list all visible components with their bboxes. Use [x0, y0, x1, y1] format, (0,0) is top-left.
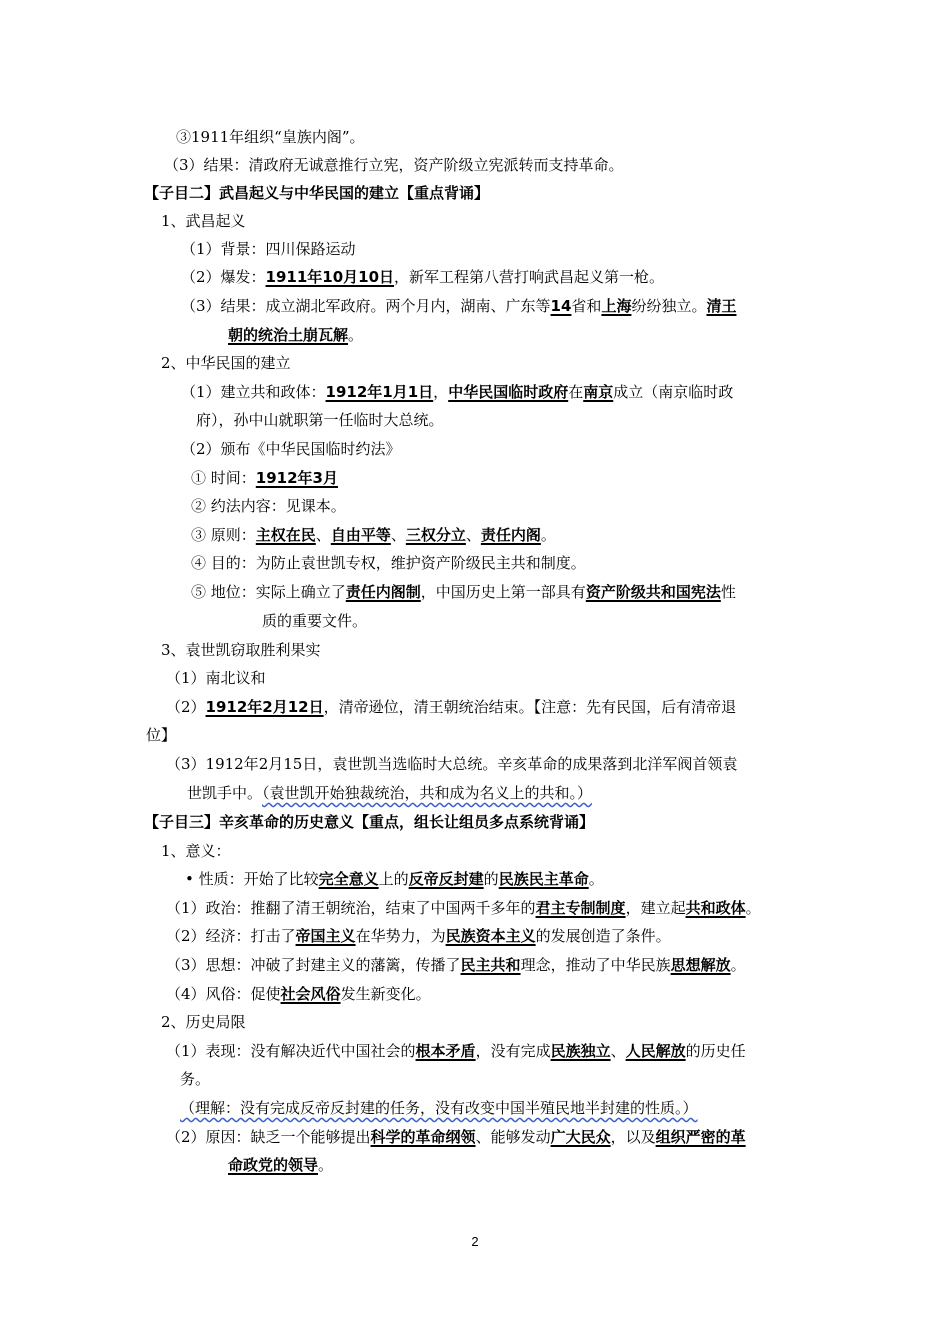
- text-run: 性: [720, 583, 736, 601]
- text-run: ④ 目的：为防止袁世凯专权，维护资产阶级民主共和制度。: [191, 554, 586, 572]
- text-run: （2）颁布《中华民国临时约法》: [181, 440, 401, 458]
- text-line: [166, 984, 431, 1004]
- text-run: （1）南北议和: [166, 669, 266, 687]
- text-run: （3）结果：清政府无诚意推行立宪，资产阶级立宪派转而支持革命。: [164, 156, 624, 174]
- text-run: 发生新变化。: [340, 985, 431, 1003]
- text-run: ③1911年组织“皇族内阁”。: [176, 128, 365, 146]
- text-run: 。: [540, 526, 556, 544]
- text-line: [228, 1155, 333, 1175]
- key-term: 资产阶级共和国宪法: [585, 583, 721, 601]
- text-line: [176, 127, 365, 147]
- text-run: 在: [568, 383, 584, 401]
- section-heading: [144, 812, 594, 832]
- text-line: [262, 611, 367, 631]
- text-run: 务。: [180, 1070, 211, 1088]
- key-term: 民族独立: [550, 1042, 611, 1060]
- key-term: 责任内阁: [480, 526, 541, 544]
- text-run: 、: [610, 1042, 626, 1060]
- key-term: 14: [550, 297, 572, 315]
- text-line: [161, 640, 321, 660]
- text-line: [166, 754, 737, 774]
- text-line: [181, 439, 401, 459]
- key-term: 根本矛盾: [415, 1042, 476, 1060]
- text-run: 省和: [571, 297, 602, 315]
- text-run: 位】: [146, 726, 177, 744]
- text-run: 2、历史局限: [161, 1013, 246, 1031]
- text-run: （2）经济：打击了: [166, 927, 296, 945]
- key-term: 人民解放: [625, 1042, 686, 1060]
- text-run: ，清帝逊位，清王朝统治结束。【注意：先有民国，后有清帝退: [323, 698, 737, 716]
- key-term: 清王: [706, 297, 737, 315]
- section-heading: [144, 183, 489, 203]
- key-term: 责任内阁制: [345, 583, 421, 601]
- text-run: （4）风俗：促使: [166, 985, 281, 1003]
- text-line: [166, 1127, 746, 1147]
- text-line: [161, 211, 246, 231]
- text-line: [166, 926, 671, 946]
- text-line: [181, 382, 733, 402]
- text-line: [161, 1012, 246, 1032]
- text-run: 。: [730, 956, 746, 974]
- key-term: 民主共和: [460, 956, 521, 974]
- text-run: 理念，推动了中华民族: [520, 956, 671, 974]
- text-line: [228, 325, 363, 345]
- text-run: （1）表现：没有解决近代中国社会的: [166, 1042, 416, 1060]
- text-run: ，中国历史上第一部具有: [420, 583, 586, 601]
- text-run: 【子目二】武昌起义与中华民国的建立【重点背诵】: [144, 184, 490, 202]
- note-text: （袁世凯开始独裁统治，共和成为名义上的共和。）: [262, 784, 593, 802]
- key-term: 反帝反封建: [408, 870, 484, 888]
- text-line: [166, 668, 266, 688]
- key-term: 1912年3月: [255, 469, 338, 487]
- key-term: 共和政体: [685, 899, 746, 917]
- text-run: 。: [588, 870, 604, 888]
- key-term: 朝的统治土崩瓦解: [228, 326, 349, 344]
- text-line: [191, 496, 346, 516]
- key-term: 1911年10月10日: [265, 268, 395, 286]
- text-line: [181, 267, 664, 287]
- text-line: [161, 353, 291, 373]
- text-line: [191, 468, 338, 488]
- text-run: 成立（南京临时政: [613, 383, 734, 401]
- key-term: 中华民国临时政府: [448, 383, 569, 401]
- key-term: 南京: [583, 383, 614, 401]
- text-run: ，建立起: [625, 899, 686, 917]
- text-run: ⑤ 地位：实际上确立了: [191, 583, 346, 601]
- key-term: 自由平等: [330, 526, 391, 544]
- text-run: 在华势力，为: [355, 927, 446, 945]
- text-run: 。: [745, 899, 761, 917]
- key-term: 三权分立: [405, 526, 466, 544]
- text-line: [185, 869, 604, 889]
- text-run: 【子目三】辛亥革命的历史意义【重点，组长让组员多点系统背诵】: [144, 813, 595, 831]
- page-number: 2: [471, 1234, 479, 1249]
- text-run: （2）原因：缺乏一个能够提出: [166, 1128, 371, 1146]
- text-run: 的发展创造了条件。: [535, 927, 671, 945]
- key-term: 主权在民: [255, 526, 316, 544]
- text-run: ，以及: [610, 1128, 656, 1146]
- text-run: 1、意义：: [161, 842, 231, 860]
- text-run: （1）背景：四川保路运动: [181, 240, 356, 258]
- text-line: [191, 553, 586, 573]
- text-run: ③ 原则：: [191, 526, 256, 544]
- text-run: 上的: [378, 870, 409, 888]
- text-line: [187, 783, 592, 803]
- text-run: 、能够发动: [475, 1128, 551, 1146]
- text-run: ，新军工程第八营打响武昌起义第一枪。: [394, 268, 665, 286]
- text-run: （3）1912年2月15日，袁世凯当选临时大总统。辛亥革命的成果落到北洋军阀首领袁: [166, 755, 738, 773]
- text-line: [161, 841, 231, 861]
- key-term: 完全意义: [318, 870, 379, 888]
- text-line: [146, 725, 176, 745]
- text-run: 、: [390, 526, 406, 544]
- text-run: 1、武昌起义: [161, 212, 246, 230]
- key-term: 民族民主革命: [498, 870, 589, 888]
- key-term: 帝国主义: [295, 927, 356, 945]
- text-run: 、: [465, 526, 481, 544]
- text-run: ② 约法内容：见课本。: [191, 497, 346, 515]
- text-run: 府），孙中山就职第一任临时大总统。: [196, 411, 444, 429]
- text-run: （3）思想：冲破了封建主义的藩篱，传播了: [166, 956, 461, 974]
- key-term: 命政党的领导: [228, 1156, 319, 1174]
- text-line: [181, 296, 736, 316]
- text-run: 3、袁世凯窃取胜利果实: [161, 641, 321, 659]
- key-term: 民族资本主义: [445, 927, 536, 945]
- key-term: 科学的革命纲领: [370, 1128, 476, 1146]
- text-line: [181, 239, 356, 259]
- text-line: [166, 697, 736, 717]
- text-run: ，: [433, 383, 449, 401]
- text-run: 。: [318, 1156, 334, 1174]
- text-line: [166, 955, 746, 975]
- text-run: （1）政治：推翻了清王朝统治，结束了中国两千多年的: [166, 899, 536, 917]
- text-run: 。: [348, 326, 364, 344]
- text-line: [191, 525, 556, 545]
- text-run: ，没有完成: [475, 1042, 551, 1060]
- text-line: [164, 155, 624, 175]
- text-run: 世凯手中。: [187, 784, 263, 802]
- note-text: （理解：没有完成反帝反封建的任务，没有改变中国半殖民地半封建的性质。）: [180, 1099, 698, 1117]
- text-run: （1）建立共和政体：: [181, 383, 326, 401]
- text-run: • 性质：开始了比较: [185, 870, 319, 888]
- key-term: 社会风俗: [280, 985, 341, 1003]
- text-line: [166, 1041, 746, 1061]
- key-term: 1912年2月12日: [205, 698, 324, 716]
- text-line: [180, 1069, 210, 1089]
- text-run: （2）爆发：: [181, 268, 266, 286]
- text-run: （3）结果：成立湖北军政府。两个月内，湖南、广东等: [181, 297, 551, 315]
- text-run: 2、中华民国的建立: [161, 354, 291, 372]
- key-term: 广大民众: [550, 1128, 611, 1146]
- key-term: 思想解放: [670, 956, 731, 974]
- key-term: 1912年1月1日: [325, 383, 434, 401]
- text-run: 质的重要文件。: [262, 612, 368, 630]
- text-run: 、: [315, 526, 331, 544]
- text-run: 的: [483, 870, 499, 888]
- text-run: （2）: [166, 698, 206, 716]
- key-term: 上海: [601, 297, 632, 315]
- text-run: 纷纷独立。: [631, 297, 707, 315]
- text-line: [196, 410, 444, 430]
- text-run: 的历史任: [685, 1042, 746, 1060]
- text-line: [180, 1098, 698, 1118]
- key-term: 君主专制制度: [535, 899, 626, 917]
- text-line: [166, 898, 761, 918]
- key-term: 组织严密的革: [655, 1128, 746, 1146]
- text-run: ① 时间：: [191, 469, 256, 487]
- text-line: [191, 582, 736, 602]
